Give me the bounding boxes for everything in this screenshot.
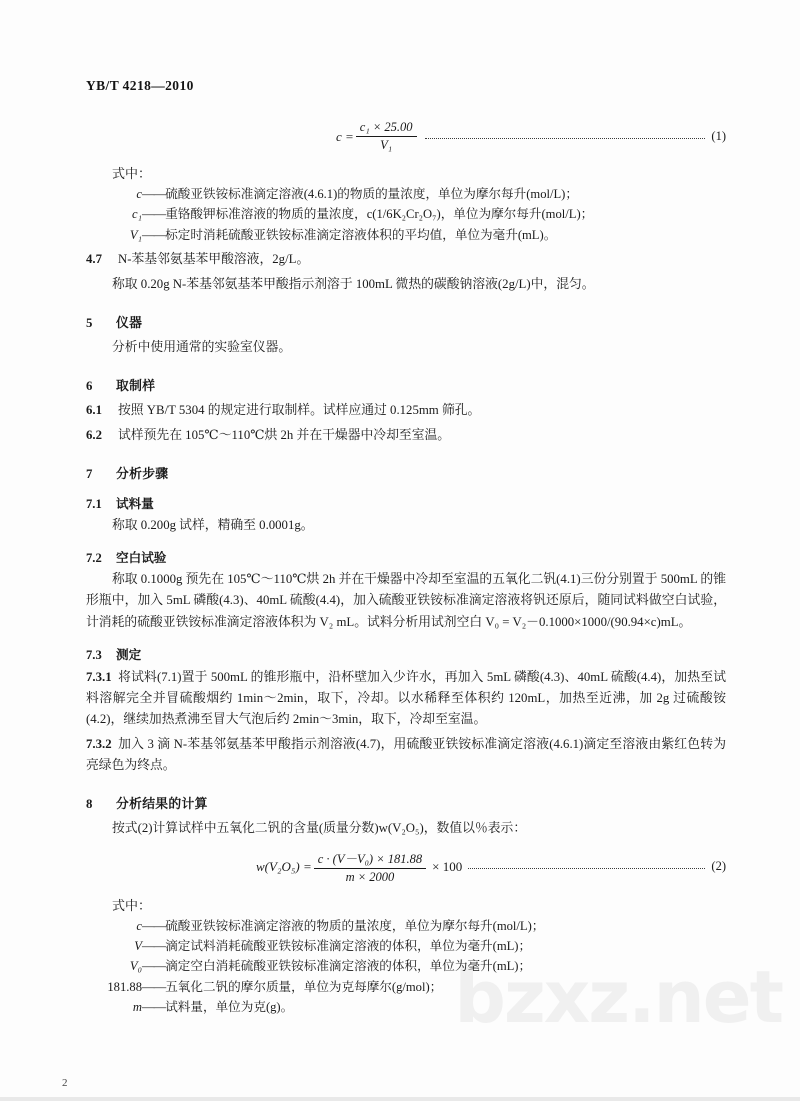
clause-7-2-title: 空白试验: [116, 551, 167, 566]
clause-7-1-number: 7.1: [86, 497, 102, 512]
definition-dash: ——: [142, 227, 166, 242]
standard-number-header: YB/T 4218—2010: [86, 78, 194, 93]
definition-symbol: 181.88: [107, 979, 142, 994]
definition-dash: ——: [142, 187, 166, 201]
definition-dash: ——: [142, 207, 166, 222]
clause-4-7-title: N-苯基邻氨基苯甲酸溶液，2g/L。: [118, 252, 310, 267]
definition-item: [86, 916, 726, 936]
clause-7-3-2-text: 加入 3 滴 N-苯基邻氨基苯甲酸指示剂溶液(4.7)，用硫酸亚铁铵标准滴定溶液(4.6.1)滴定至溶液由紫红色转为亮绿色为终点。: [86, 736, 726, 772]
clause-7-1-body: 称取 0.200g 试样，精确至 0.0001g。: [112, 518, 314, 533]
definition-text: 标定时消耗硫酸亚铁铵标准滴定溶液体积的平均值，单位为毫升(mL)。: [165, 227, 557, 242]
definition-item: [86, 956, 726, 976]
section-8-intro: 按式(2)计算试样中五氧化二钒的含量(质量分数)w(V₂O₅)，数值以％表示：: [112, 820, 527, 835]
definition-text: 滴定空白消耗硫酸亚铁铵标准滴定溶液的体积，单位为毫升(mL)；: [165, 959, 532, 974]
definition-text: 试料量，单位为克(g)。: [165, 1000, 294, 1015]
definition-item: [86, 184, 726, 204]
formula-1-number: (1): [711, 129, 726, 143]
section-7-number: 7: [86, 467, 93, 482]
definition-dash: ——: [142, 939, 166, 954]
clause-6-2: [86, 425, 726, 446]
definition-text: 滴定试料消耗硫酸亚铁铵标准滴定溶液的体积，单位为毫升(mL)；: [165, 939, 532, 954]
formula-1-fraction: [356, 120, 417, 153]
formula-2-number: (2): [711, 859, 726, 874]
definition-item: [86, 977, 726, 997]
where-label-1: 式中：: [112, 166, 152, 181]
formula-1-row: [86, 120, 726, 153]
where-label-2: 式中：: [112, 897, 152, 913]
clause-7-3-2-number: 7.3.2: [86, 736, 112, 751]
section-7-title: 分析步骤: [116, 467, 169, 482]
definition-text: 五氧化二钒的摩尔质量，单位为克每摩尔(g/mol)；: [165, 979, 443, 994]
clause-6-1: [86, 400, 726, 421]
clause-7-3-title: 测定: [116, 647, 142, 662]
formula-1-denominator: V₁: [380, 138, 393, 152]
definition-dash: ——: [142, 979, 166, 994]
formula-2-row: [86, 849, 726, 885]
definition-item: [86, 936, 726, 956]
clause-7-2-body: 称取 0.1000g 预先在 105℃～110℃烘 2h 并在干燥器中冷却至室温的五氧化二钒(4.1)三份分别置于 500mL 的锥形瓶中，加入 5mL 磷酸(4.3)、40mL 硫酸(4.4)，加入硫酸亚铁铵标准滴定溶液将钒还原后，随同试料做空白试验，计消耗的硫酸亚铁铵标准滴定溶液体积为 V₂ mL。试料分析用试剂空白 V₀ = V₂－0.1000×1000/(90.94×c)mL。: [86, 572, 726, 629]
definition-item: [86, 204, 726, 224]
definition-symbol: c: [136, 918, 142, 933]
section-8-number: 8: [86, 796, 93, 811]
formula-2-denominator: m × 2000: [345, 869, 395, 884]
section-7-heading: [86, 463, 726, 482]
definition-symbol: m: [132, 1000, 142, 1015]
section-8-title: 分析结果的计算: [116, 796, 208, 811]
section-5-number: 5: [86, 316, 93, 331]
definition-text: 重铬酸钾标准溶液的物质的量浓度，c(1/6K₂Cr₂O₇)，单位为摩尔每升(mol/L)；: [165, 207, 594, 222]
formula-2-fraction: [314, 849, 426, 885]
formula-2-tail: × 100: [432, 858, 463, 874]
definition-symbol: V: [134, 939, 142, 954]
clause-7-2-heading: [86, 547, 726, 566]
section-5-heading: [86, 312, 726, 331]
clause-6-1-number: 6.1: [86, 403, 102, 418]
definition-text: 硫酸亚铁铵标准滴定溶液(4.6.1)的物质的量浓度，单位为摩尔每升(mol/L)；: [165, 187, 578, 201]
section-5-body: 分析中使用通常的实验室仪器。: [112, 340, 292, 355]
formula-2-lhs: w(V₂O₅) =: [256, 858, 312, 874]
clause-4-7-number: 4.7: [86, 252, 102, 267]
definition-dash: ——: [142, 1000, 166, 1015]
definition-dash: ——: [142, 959, 166, 974]
clause-7-1-title: 试料量: [116, 497, 154, 512]
formula-1-lhs: c =: [336, 128, 354, 144]
clause-4-7: [86, 249, 726, 270]
clause-7-3-number: 7.3: [86, 647, 102, 662]
definition-item: [86, 997, 726, 1017]
clause-7-3-1: [86, 667, 726, 730]
section-6-title: 取制样: [116, 379, 156, 394]
formula-1-numerator: c₁ × 25.00: [356, 120, 417, 137]
clause-7-3-heading: [86, 644, 726, 663]
definition-list-2: [86, 916, 726, 1018]
formula-1-leader: [425, 130, 706, 139]
clause-4-7-body: 称取 0.20g N-苯基邻氨基苯甲酸指示剂溶于 100mL 微热的碳酸钠溶液(2g/L)中，混匀。: [112, 277, 595, 292]
clause-7-3-1-text: 将试料(7.1)置于 500mL 的锥形瓶中，沿杯壁加入少许水，再加入 5mL 磷酸(4.3)、40mL 硫酸(4.4)，加热至试料溶解完全并冒硫酸烟约 1min～2min，取下，冷却。以水稀释至体积约 120mL，加热至近沸，加 2g 过硫酸铵(4.2)，继续加热煮沸至冒大气泡后约 2min～3min，取下，冷却至室温。: [86, 669, 726, 726]
definition-symbol: V₁: [129, 227, 142, 242]
clause-7-1-heading: [86, 493, 726, 512]
definition-list-1: [86, 184, 726, 245]
formula-2-leader: [468, 860, 705, 869]
section-6-number: 6: [86, 379, 93, 394]
page-bottom-rule: [0, 1097, 800, 1101]
definition-symbol: V₀: [129, 959, 142, 974]
section-6-heading: [86, 375, 726, 394]
page-number: 2: [62, 1077, 68, 1089]
clause-7-3-1-number: 7.3.1: [86, 669, 112, 684]
definition-item: [86, 225, 726, 245]
clause-7-2-number: 7.2: [86, 551, 102, 566]
watermark-text: bzxz.net: [454, 955, 782, 1039]
section-8-heading: [86, 793, 726, 812]
clause-6-1-text: 按照 YB/T 5304 的规定进行取制样。试样应通过 0.125mm 筛孔。: [118, 403, 481, 418]
formula-2-numerator: c · (V－V₀) × 181.88: [314, 849, 426, 869]
clause-7-3-2: [86, 734, 726, 776]
definition-dash: ——: [142, 918, 166, 933]
clause-6-2-number: 6.2: [86, 428, 102, 443]
definition-symbol: c: [136, 187, 142, 201]
definition-text: 硫酸亚铁铵标准滴定溶液的物质的量浓度，单位为摩尔每升(mol/L)；: [165, 918, 545, 933]
definition-symbol: c₁: [132, 207, 142, 222]
clause-6-2-text: 试样预先在 105℃～110℃烘 2h 并在干燥器中冷却至室温。: [118, 428, 451, 443]
section-5-title: 仪器: [116, 316, 143, 331]
